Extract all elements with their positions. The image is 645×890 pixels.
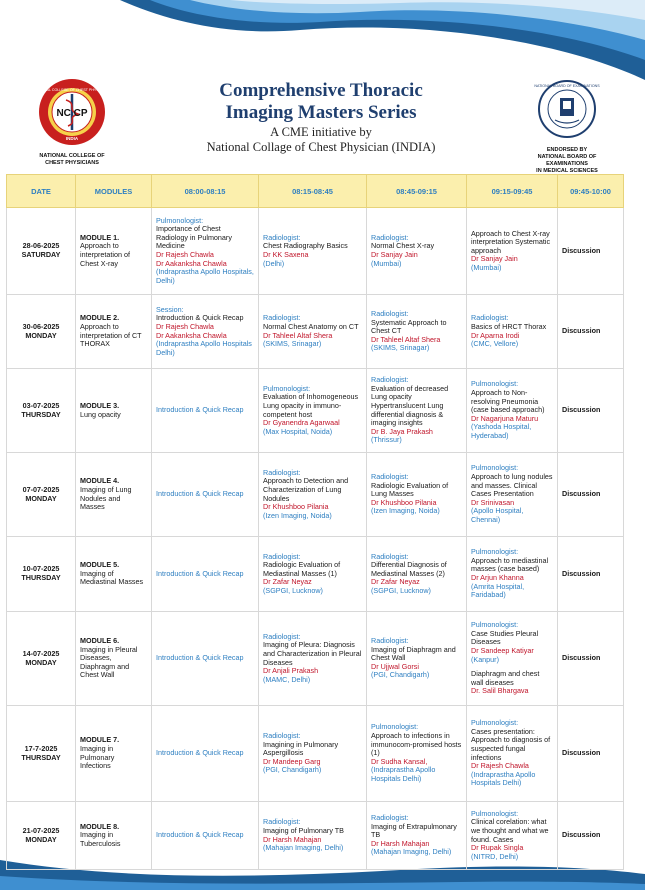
session-topic: Introduction & Quick Recap xyxy=(156,313,244,323)
module-cell xyxy=(76,453,152,537)
table-row xyxy=(7,453,624,537)
session-cell-slot-1 xyxy=(152,802,259,870)
speaker-role: Radiologist: xyxy=(371,551,409,561)
date-text: 28-06-2025 xyxy=(22,241,60,251)
module-number: MODULE 6. xyxy=(80,636,120,646)
module-number: MODULE 4. xyxy=(80,476,120,486)
session-cell-slot-4 xyxy=(467,537,558,612)
speaker-name: Dr Rajesh Chawla xyxy=(156,321,214,331)
session-topic: Imaging of Pleura: Diagnosis and Characterization in Pleural Diseases xyxy=(263,640,362,667)
speaker-affiliation: (Izen Imaging, Noida) xyxy=(263,510,332,520)
table-header-row xyxy=(7,175,624,208)
session-cell-slot-1 xyxy=(152,208,259,295)
session-cell-slot-1 xyxy=(152,369,259,453)
session-topic: Approach to Chest X-ray interpretation Systematic approach xyxy=(471,228,551,255)
speaker-affiliation: (SGPGI, Lucknow) xyxy=(371,585,431,595)
speaker-name: Dr Tahleel Altaf Shera xyxy=(263,330,333,340)
module-title: Imaging of Lung Nodules and Masses xyxy=(80,484,132,512)
session-cell-slot-3 xyxy=(367,537,467,612)
speaker-affiliation: (Amrita Hospital, Faridabad) xyxy=(471,581,525,600)
speaker-name: Dr Harsh Mahajan xyxy=(263,834,322,844)
speaker-role: Radiologist: xyxy=(263,631,301,641)
speaker-role: Pulmonologist: xyxy=(471,808,519,818)
session-topic: Evaluation of decreased Lung opacity Hypertranslucent Lung differential diagnosis & imaging insights xyxy=(371,383,449,428)
table-row xyxy=(7,537,624,612)
session-topic: Approach to infections in immunocom-promised hosts (1) xyxy=(371,731,462,758)
speaker-role: Pulmonologist: xyxy=(371,722,419,732)
session-cell-slot-1 xyxy=(152,453,259,537)
speaker-name: Dr Aakanksha Chawla xyxy=(156,330,227,340)
session-cell-slot-1 xyxy=(152,295,259,369)
col-header-slot-1: 08:00-08:15 xyxy=(152,175,259,208)
speaker-role: Radiologist: xyxy=(263,313,301,323)
speaker-name: Dr Srinivasan xyxy=(471,497,515,507)
speaker-name: Dr Sandeep Katiyar xyxy=(471,645,534,655)
speaker-name: Dr Zafar Neyaz xyxy=(371,577,420,587)
session-cell-slot-2 xyxy=(259,208,367,295)
speaker-role: Radiologist: xyxy=(371,472,409,482)
session-topic: Cases presentation: Approach to diagnosis of suspected fungal infections xyxy=(471,726,551,762)
module-cell xyxy=(76,295,152,369)
logo-country-text: INDIA xyxy=(65,136,79,141)
page-subtitle-line2: National Collage of Chest Physician (INDIA) xyxy=(206,140,436,154)
speaker-name: Dr Sanjay Jain xyxy=(471,254,518,264)
module-title: Lung opacity xyxy=(80,409,121,419)
speaker-role: Radiologist: xyxy=(263,551,301,561)
speaker-role: Pulmonologist: xyxy=(471,463,519,473)
col-header-date: DATE xyxy=(7,175,76,208)
speaker-role: Pulmonologist: xyxy=(471,379,519,389)
speaker-role: Radiologist: xyxy=(371,375,409,385)
col-header-slot-2: 08:15-08:45 xyxy=(259,175,367,208)
speaker-affiliation: (CMC, Vellore) xyxy=(471,339,519,349)
speaker-affiliation: (SKIMS, Srinagar) xyxy=(371,343,430,353)
speaker-role: Session: xyxy=(156,304,184,314)
speaker-name: Dr Zafar Neyaz xyxy=(263,577,312,587)
session-topic: Approach to Detection and Characterization of Lung Nodules xyxy=(263,476,349,503)
session-topic: Introduction & Quick Recap xyxy=(156,405,244,415)
session-cell-slot-3 xyxy=(367,453,467,537)
table-row xyxy=(7,208,624,295)
speaker-affiliation: (Mahajan Imaging, Delhi) xyxy=(371,847,452,857)
session-cell-slot-4 xyxy=(467,208,558,295)
module-cell xyxy=(76,612,152,706)
left-logo-caption xyxy=(33,153,111,167)
module-cell xyxy=(76,537,152,612)
session-topic: Imaging of Pulmonary TB xyxy=(263,825,344,835)
session-topic: Systematic Approach to Chest CT xyxy=(371,317,447,336)
page-title-line1: Comprehensive Thoracic xyxy=(219,80,423,101)
discussion-cell: Discussion xyxy=(558,537,624,612)
session-cell-slot-1 xyxy=(152,537,259,612)
speaker-name: Dr Rupak Singla xyxy=(471,843,524,853)
speaker-name-extra: Dr. Salil Bhargava xyxy=(471,686,529,696)
session-topic: Importance of Chest Radiology in Pulmonary Medicine xyxy=(156,224,232,251)
date-cell xyxy=(7,612,76,706)
speaker-role: Radiologist: xyxy=(371,232,409,242)
table-row xyxy=(7,612,624,706)
date-text: 14-07-2025 xyxy=(22,648,60,658)
module-cell xyxy=(76,369,152,453)
session-topic: Differential Diagnosis of Mediastinal Masses (2) xyxy=(371,560,447,578)
right-logo-caption xyxy=(519,147,615,175)
module-number: MODULE 2. xyxy=(80,313,120,323)
session-cell-slot-4 xyxy=(467,295,558,369)
speaker-affiliation: (Mahajan Imaging, Delhi) xyxy=(263,843,344,853)
logo-inner-text: NC CP xyxy=(56,108,88,119)
speaker-affiliation: (Izen Imaging, Noida) xyxy=(371,506,440,516)
module-number: MODULE 7. xyxy=(80,735,120,745)
session-cell-slot-2 xyxy=(259,706,367,802)
discussion-cell: Discussion xyxy=(558,802,624,870)
day-text: THURSDAY xyxy=(21,752,61,762)
page-subtitle-line1: A CME initiative by xyxy=(270,125,372,139)
date-cell xyxy=(7,295,76,369)
speaker-name: Dr Anjali Prakash xyxy=(263,666,319,676)
module-number: MODULE 5. xyxy=(80,560,120,570)
speaker-affiliation: (Indraprastha Apollo Hospitals Delhi) xyxy=(371,765,436,783)
session-cell-slot-1 xyxy=(152,706,259,802)
session-topic: Normal Chest Anatomy on CT xyxy=(263,321,359,331)
schedule-body xyxy=(7,208,624,870)
date-cell xyxy=(7,208,76,295)
session-cell-slot-3 xyxy=(367,612,467,706)
speaker-role: Pulmonologist: xyxy=(263,383,311,393)
session-cell-slot-3 xyxy=(367,295,467,369)
date-text: 10-07-2025 xyxy=(22,564,60,574)
date-cell xyxy=(7,802,76,870)
nbe-ring-text: NATIONAL BOARD OF EXAMINATIONS xyxy=(534,84,600,88)
right-logo-caption-line3: IN MEDICAL SCIENCES xyxy=(536,168,598,174)
speaker-role: Radiologist: xyxy=(371,813,409,823)
speaker-name: Dr KK Saxena xyxy=(263,250,309,259)
speaker-name: Dr Sudha Kansal, xyxy=(371,756,428,766)
nccp-emblem-icon xyxy=(33,76,111,148)
session-cell-slot-1 xyxy=(152,612,259,706)
speaker-affiliation: (NITRD, Delhi) xyxy=(471,851,519,861)
speaker-affiliation: (Mumbai) xyxy=(471,262,502,272)
module-title: Imaging in Pulmonary Infections xyxy=(80,743,115,771)
speaker-affiliation: (PGI, Chandigarh) xyxy=(371,670,430,680)
speaker-name: Dr Rajesh Chawla xyxy=(471,761,529,771)
col-header-slot-5: 09:45-10:00 xyxy=(558,175,624,208)
session-cell-slot-4 xyxy=(467,612,558,706)
session-topic: Introduction & Quick Recap xyxy=(156,830,244,840)
session-topic: Imaging of Diaphragm and Chest Wall xyxy=(371,644,456,663)
table-row xyxy=(7,369,624,453)
session-topic: Approach to Non-resolving Pneumonia (case based approach) xyxy=(471,388,545,415)
date-text: 07-07-2025 xyxy=(22,484,60,494)
speaker-role: Radiologist: xyxy=(371,309,409,319)
speaker-role: Pulmonologist: xyxy=(471,620,519,630)
module-title: Imaging of Mediastinal Masses xyxy=(80,568,144,587)
speaker-role: Radiologist: xyxy=(263,467,301,477)
date-cell xyxy=(7,369,76,453)
speaker-affiliation: (Apollo Hospital, Chennai) xyxy=(471,506,524,524)
speaker-affiliation: (Mumbai) xyxy=(371,258,402,268)
speaker-affiliation: (Indraprastha Apollo Hospitals Delhi) xyxy=(156,339,252,357)
discussion-cell: Discussion xyxy=(558,208,624,295)
speaker-name: Dr Gyanendra Agarwaal xyxy=(263,418,340,428)
session-cell-slot-3 xyxy=(367,208,467,295)
module-number: MODULE 3. xyxy=(80,400,120,410)
discussion-cell: Discussion xyxy=(558,453,624,537)
speaker-role: Radiologist: xyxy=(471,313,509,323)
session-topic: Approach to mediastinal masses (case based) xyxy=(471,555,549,574)
session-topic: Basics of HRCT Thorax xyxy=(471,321,547,331)
speaker-name: Dr Ujjwal Gorsi xyxy=(371,661,419,671)
right-logo-caption-line2: NATIONAL BOARD OF EXAMINATIONS xyxy=(537,154,597,167)
title-block xyxy=(156,80,486,155)
speaker-name: Dr Mandeep Garg xyxy=(263,756,321,766)
session-cell-slot-3 xyxy=(367,802,467,870)
nbe-logo xyxy=(519,76,615,175)
discussion-cell: Discussion xyxy=(558,706,624,802)
speaker-role: Radiologist: xyxy=(263,731,301,741)
schedule-table xyxy=(6,174,624,870)
module-title: Approach to interpretation of Chest X-ray xyxy=(80,241,130,268)
session-cell-slot-2 xyxy=(259,802,367,870)
left-logo-caption-line2: CHEST PHYSICIANS xyxy=(45,160,99,166)
module-title: Approach to interpretation of CT THORAX xyxy=(80,321,142,349)
session-topic-extra: Diaphragm and chest wall diseases xyxy=(471,669,540,687)
session-topic: Introduction & Quick Recap xyxy=(156,748,244,758)
session-cell-slot-2 xyxy=(259,295,367,369)
speaker-role: Pulmonologist: xyxy=(471,547,519,557)
session-cell-slot-4 xyxy=(467,802,558,870)
module-cell xyxy=(76,208,152,295)
speaker-role: Radiologist: xyxy=(263,817,301,827)
module-title: Imaging in Pleural Diseases, Diaphragm and Chest Wall xyxy=(80,644,138,680)
session-topic: Radiologic Evaluation of Mediastinal Masses (1) xyxy=(263,560,341,578)
day-text: THURSDAY xyxy=(21,409,61,419)
right-logo-caption-line1: ENDORSED BY xyxy=(546,147,588,153)
date-cell xyxy=(7,706,76,802)
session-topic: Approach to lung nodules and masses. Clinical Cases Presentation xyxy=(471,472,553,499)
session-topic: Introduction & Quick Recap xyxy=(156,568,244,578)
speaker-affiliation: (Kanpur) xyxy=(471,654,499,664)
date-text: 21-07-2025 xyxy=(22,825,60,835)
session-topic: Normal Chest X-ray xyxy=(371,241,435,251)
session-cell-slot-2 xyxy=(259,369,367,453)
speaker-name: Dr Rajesh Chawla xyxy=(156,250,214,259)
speaker-name: Dr Aparna Irodi xyxy=(471,330,520,340)
speaker-role: Pulmonologist: xyxy=(156,215,204,225)
discussion-cell: Discussion xyxy=(558,295,624,369)
col-header-slot-4: 09:15-09:45 xyxy=(467,175,558,208)
session-topic: Imaging of Extrapulmonary TB xyxy=(371,821,457,840)
nbe-emblem-icon xyxy=(519,76,615,142)
day-text: MONDAY xyxy=(25,834,57,844)
session-cell-slot-3 xyxy=(367,369,467,453)
speaker-role: Pulmonologist: xyxy=(471,718,519,728)
discussion-cell: Discussion xyxy=(558,369,624,453)
speaker-affiliation: (Max Hospital, Noida) xyxy=(263,426,333,436)
session-topic: Introduction & Quick Recap xyxy=(156,653,244,663)
speaker-role: Radiologist: xyxy=(371,636,409,646)
day-text: MONDAY xyxy=(25,493,57,503)
date-text: 30-06-2025 xyxy=(22,321,60,331)
speaker-name: Dr Nagarjuna Maturu xyxy=(471,413,539,423)
speaker-affiliation: (MAMC, Delhi) xyxy=(263,674,311,684)
day-text: MONDAY xyxy=(25,657,57,667)
col-header-slot-3: 08:45-09:15 xyxy=(367,175,467,208)
session-cell-slot-4 xyxy=(467,706,558,802)
session-topic: Introduction & Quick Recap xyxy=(156,489,244,499)
session-topic: Clinical corelation: what we thought and what we found. Cases xyxy=(471,817,549,844)
speaker-name: Dr Arjun Khanna xyxy=(471,573,524,582)
speaker-affiliation: (Delhi) xyxy=(263,258,285,268)
document-header xyxy=(6,68,623,172)
speaker-name: Dr Aakanksha Chawla xyxy=(156,258,227,268)
speaker-role: Radiologist: xyxy=(263,232,301,242)
speaker-affiliation: (SGPGI, Lucknow) xyxy=(263,585,323,595)
speaker-affiliation: (SKIMS, Srinagar) xyxy=(263,339,322,349)
table-row xyxy=(7,706,624,802)
session-cell-slot-2 xyxy=(259,453,367,537)
day-text: MONDAY xyxy=(25,330,57,340)
date-text: 17-7-2025 xyxy=(24,743,58,753)
speaker-affiliation: (Yashoda Hospital, Hyderabad) xyxy=(471,422,532,440)
speaker-affiliation: (Indraprastha Apollo Hospitals Delhi) xyxy=(471,769,536,788)
date-cell xyxy=(7,537,76,612)
speaker-name: Dr Sanjay Jain xyxy=(371,250,418,259)
session-cell-slot-4 xyxy=(467,453,558,537)
session-cell-slot-2 xyxy=(259,612,367,706)
table-row xyxy=(7,295,624,369)
speaker-name: Dr Tahleel Altaf Shera xyxy=(371,334,441,344)
date-text: 03-07-2025 xyxy=(22,400,60,410)
speaker-name: Dr Harsh Mahajan xyxy=(371,838,430,848)
session-cell-slot-3 xyxy=(367,706,467,802)
speaker-affiliation: (Thrissur) xyxy=(371,435,402,445)
module-title: Imaging in Tuberculosis xyxy=(80,830,121,848)
page-title-line2: Imaging Masters Series xyxy=(225,102,417,123)
session-topic: Case Studies Pleural Diseases xyxy=(471,628,539,647)
module-number: MODULE 1. xyxy=(80,232,120,242)
session-cell-slot-2 xyxy=(259,537,367,612)
module-cell xyxy=(76,706,152,802)
nccp-logo xyxy=(33,76,111,167)
day-text: THURSDAY xyxy=(21,573,61,582)
speaker-name: Dr B. Jaya Prakash xyxy=(371,426,433,436)
session-topic: Radiologic Evaluation of Lung Masses xyxy=(371,480,449,499)
discussion-cell: Discussion xyxy=(558,612,624,706)
speaker-affiliation: (PGI, Chandigarh) xyxy=(263,765,322,775)
session-topic: Chest Radiography Basics xyxy=(263,241,348,251)
date-cell xyxy=(7,453,76,537)
col-header-modules: MODULES xyxy=(76,175,152,208)
speaker-affiliation: (Indraprastha Apollo Hospitals, Delhi) xyxy=(156,267,254,285)
session-topic: Evaluation of Inhomogeneous Lung opacity in immuno-competent host xyxy=(263,392,359,419)
session-topic: Imagining in Pulmonary Aspergillosis xyxy=(263,739,339,758)
speaker-name: Dr Khushboo Pilania xyxy=(371,497,437,507)
logo-ring-text: NATIONAL COLLEGE OF CHEST PHYSICIANS xyxy=(33,88,111,92)
module-number: MODULE 8. xyxy=(80,821,120,831)
speaker-name: Dr Khushboo Pilania xyxy=(263,502,329,512)
module-cell xyxy=(76,802,152,870)
table-row xyxy=(7,802,624,870)
day-text: SATURDAY xyxy=(21,250,61,259)
left-logo-caption-line1: NATIONAL COLLEGE OF xyxy=(39,153,105,159)
session-cell-slot-4 xyxy=(467,369,558,453)
